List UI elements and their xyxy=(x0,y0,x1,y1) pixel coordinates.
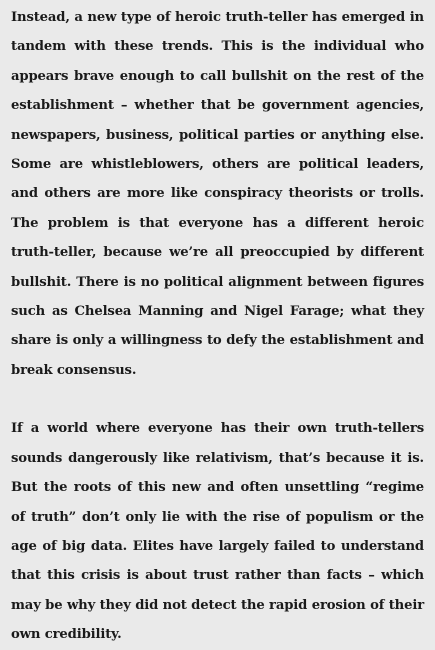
paragraph-2: If a world where everyone has their own truth-tellers sounds dangerously like relativism, that’s because it is. But the roots of this new and often unsettling “regime of truth” don’t only lie with the rise of populism or the age of big data. Elites have largely failed to understand that this crisis is about trust rather than facts – which may be why they did not detect the rapid erosion of their own credibility. xyxy=(11,421,424,643)
paragraph-1: Instead, a new type of heroic truth-teller has emerged in tandem with these trends. This is the individual who appears brave enough to call bullshit on the rest of the establishment – whether that be government agencies, newspapers, business, political parties or anything else. Some are whistleblowers, others are political leaders, and others are more like conspiracy theorists or trolls. The problem is that everyone has a different heroic truth-teller, because we’re all preoccupied by different bullshit. There is no political alignment between figures such as Chelsea Manning and Nigel Farage; what they share is only a willingness to defy the establishment and break consensus. xyxy=(11,10,424,378)
